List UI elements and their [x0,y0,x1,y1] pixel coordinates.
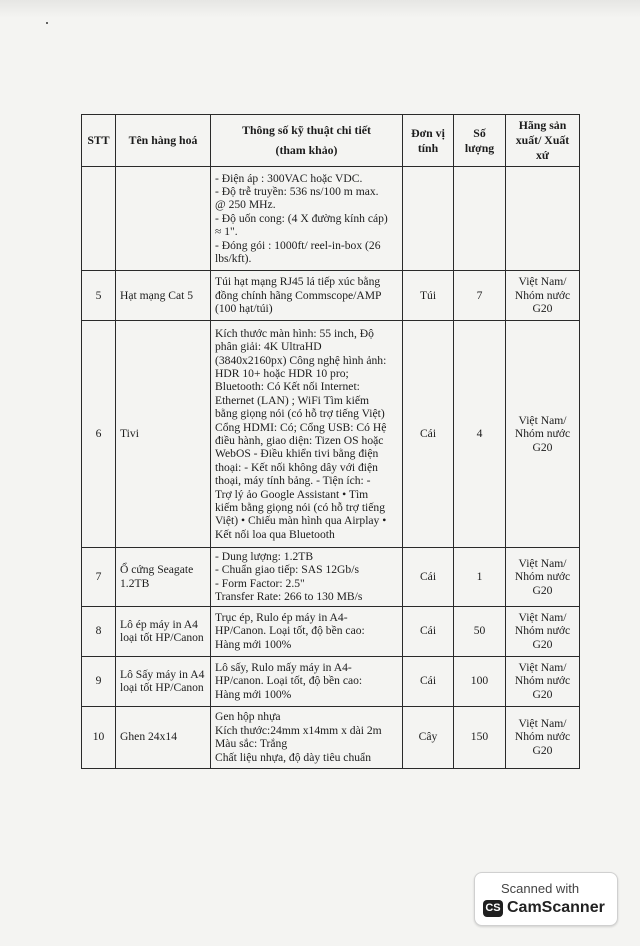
cell-spec [211,321,403,548]
cell-unit: Cái [403,606,454,656]
cell-origin: Việt Nam/ Nhóm nước G20 [506,656,580,706]
table-row [82,606,580,656]
header-origin: Hãng sản xuất/ Xuất xứ [506,115,580,167]
spec-line: - Độ uốn cong: (4 X đường kính cáp) [215,211,388,225]
watermark-brand: CamScanner [507,899,605,916]
cell-unit [403,167,454,271]
spec-line: Transfer Rate: 266 to 130 MB/s [215,590,363,604]
cell-spec [211,271,403,321]
cell-stt [82,167,116,271]
spec-line: đồng chính hãng Commscope/AMP [215,288,382,302]
spec-line: thoại: - Kết nối không dây với điện [215,460,378,474]
watermark-caption: Scanned with [501,881,580,896]
spec-line: lbs/kft). [215,252,252,266]
cell-qty [454,167,506,271]
cell-spec [211,656,403,706]
header-spec-line1: Thông số kỹ thuật chi tiết [242,123,371,137]
cell-origin: Việt Nam/ Nhóm nước G20 [506,548,580,607]
cell-name: Lô ép máy in A4 loại tốt HP/Canon [116,606,211,656]
spec-line: Trợ lý ảo Google Assistant • Tìm [215,487,369,501]
spec-line: WebOS - Điều khiển tivi bằng điện [215,447,379,461]
table-row [82,656,580,706]
cell-qty: 100 [454,656,506,706]
cell-spec [211,706,403,768]
spec-line: điều hành, giao diện: Tizen OS hoặc [215,434,384,447]
cell-qty: 1 [454,548,506,607]
spec-line: Gen hộp nhựa [215,710,281,724]
spec-line: Việt) • Chiếu màn hình qua Airplay • [215,514,387,528]
cell-name: Lô Sấy máy in A4 loại tốt HP/Canon [116,656,211,706]
cell-origin [506,167,580,271]
cell-qty: 50 [454,606,506,656]
cell-stt: 8 [82,606,116,656]
table-row [82,548,580,607]
spec-line: Trục ép, Rulo ép máy in A4- [215,611,348,625]
spec-line: bằng giọng nói (có hỗ trợ tiếng Việt) [215,407,385,421]
cell-unit: Cái [403,656,454,706]
spec-line: Hàng mới 100% [215,637,292,651]
spec-line: - Điện áp : 300VAC hoặc VDC. [215,171,363,185]
spec-line: - Dung lượng: 1.2TB [215,550,314,563]
spec-line: Kích thước màn hình: 55 inch, Độ [215,326,374,340]
camscanner-logo-icon: CS [483,900,503,917]
scan-top-edge [0,0,640,18]
cell-name: Ổ cứng Seagate 1.2TB [116,548,211,607]
cell-spec [211,548,403,607]
cell-origin: Việt Nam/ Nhóm nước G20 [506,321,580,548]
cell-stt: 6 [82,321,116,548]
spec-line: - Form Factor: 2.5" [215,576,305,590]
header-stt: STT [82,115,116,167]
spec-line: Cổng HDMI: Có; Cổng USB: Có Hệ [215,420,387,434]
spec-line: ≈ 1". [215,225,238,239]
cell-qty: 7 [454,271,506,321]
table-row [82,706,580,768]
table-row [82,167,580,271]
cell-stt: 5 [82,271,116,321]
table-row [82,321,580,548]
cell-stt: 7 [82,548,116,607]
spec-line: Ethernet (LAN) ; WiFi Tìm kiếm [215,393,369,407]
table-row [82,271,580,321]
cell-unit: Túi [403,271,454,321]
spec-line: Túi hạt mạng RJ45 lá tiếp xúc bằng [215,275,381,289]
cell-qty: 4 [454,321,506,548]
cell-origin: Việt Nam/ Nhóm nước G20 [506,271,580,321]
cell-name: Ghen 24x14 [116,706,211,768]
header-unit: Đơn vị tính [403,115,454,167]
spec-line: Màu sắc: Trắng [215,737,288,751]
spec-line: kiếm bằng giọng nói (có hỗ trợ tiếng [215,501,386,515]
cell-unit: Cái [403,321,454,548]
cell-name [116,167,211,271]
cell-unit: Cái [403,548,454,607]
spec-line: phân giải: 4K UltraHD [215,340,322,354]
spec-line: (100 hạt/túi) [215,302,273,316]
spec-line: - Độ trễ truyền: 536 ns/100 m max. [215,184,379,198]
spec-line: Bluetooth: Có Kết nối Internet: [215,380,360,394]
header-qty: Số lượng [454,115,506,167]
header-spec-line2: (tham khảo) [275,143,338,157]
spec-line: Kích thước:24mm x14mm x dài 2m [215,723,382,737]
spec-line: Lô sấy, Rulo mấy máy in A4- [215,661,352,675]
specification-table [81,114,580,769]
spec-line: (3840x2160px) Công nghệ hình ảnh: [215,353,387,367]
spec-line: - Đóng gói : 1000ft/ reel-in-box (26 [215,238,381,252]
spec-line: HP/Canon. Loại tốt, độ bền cao: [215,624,365,638]
spec-line: Hàng mới 100% [215,687,292,701]
spec-line: thoại, máy tính bảng. - Tiện ích: - [215,474,371,488]
spec-line: Kết nối loa qua Bluetooth [215,527,335,541]
spec-line: HP/canon. Loại tốt, độ bền cao: [215,674,363,688]
cell-spec [211,606,403,656]
cell-spec [211,167,403,271]
cell-qty: 150 [454,706,506,768]
spec-line: HDR 10+ hoặc HDR 10 pro; [215,366,349,380]
header-name: Tên hàng hoá [116,115,211,167]
cell-name: Tivi [116,321,211,548]
camscanner-watermark [474,872,618,926]
header-spec [211,115,403,167]
scan-speck [46,22,48,24]
spec-line: Chất liệu nhựa, độ dày tiêu chuẩn [215,750,371,764]
spec-line: - Chuẩn giao tiếp: SAS 12Gb/s [215,563,359,577]
table-header-row [82,115,580,167]
spec-line: @ 250 MHz. [215,198,276,212]
cell-origin: Việt Nam/ Nhóm nước G20 [506,706,580,768]
cell-stt: 9 [82,656,116,706]
cell-unit: Cây [403,706,454,768]
table-body [82,167,580,769]
cell-origin: Việt Nam/ Nhóm nước G20 [506,606,580,656]
cell-name: Hạt mạng Cat 5 [116,271,211,321]
cell-stt: 10 [82,706,116,768]
